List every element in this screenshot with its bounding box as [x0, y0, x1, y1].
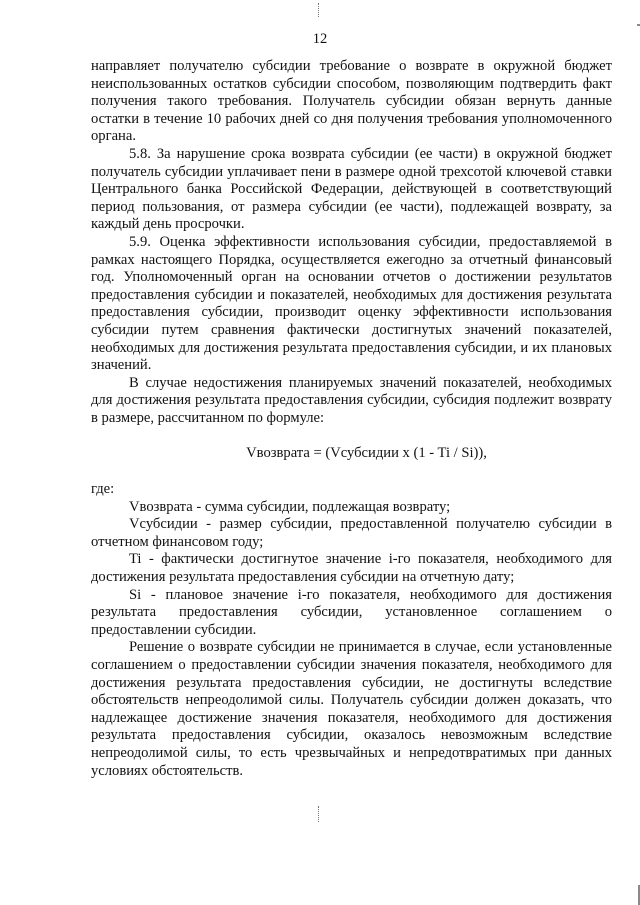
- definition-v-subsidy: Vсубсидии - размер субсидии, предоставленной получателю субсидии в отчетном финансовом году;: [91, 516, 612, 550]
- refund-formula: Vвозврата = (Vсубсидии x (1 - Ti / Si)),: [246, 445, 487, 462]
- where-label: где:: [91, 481, 115, 498]
- paragraph-5-9: 5.9. Оценка эффективности использования субсидии, предоставляемой в рамках настоящего Порядка, осуществляется ежегодно за отчетный финансовый год. Уполномоченный орган на основании отчетов о достижении результатов предоставления субсидии и показателей, необходимых для достижения результата предоставления субсидии, производит оценку эффективности использования субсидии путем сравнения фактически достигнутых значений показателей, необходимых для достижения результата предоставления субсидии, и их плановых значений.: [91, 233, 612, 374]
- paragraph-continuation: направляет получателю субсидии требование о возврате в окружной бюджет неиспользованных остатков субсидии способом, позволяющим подтвердить факт получения такого требования. Получатель субсидии обязан вернуть данные остатки в течение 10 рабочих дней со дня получения требования уполномоченного органа.: [91, 58, 612, 145]
- paragraph-5-8: 5.8. За нарушение срока возврата субсидии (ее части) в окружной бюджет получатель субсидии уплачивает пени в размере одной трехсотой ключевой ставки Центрального банка Российской Федерации, действующей в соответствующий период пользования, от размера субсидии (ее части), подлежащей возврату, за каждый день просрочки.: [91, 145, 612, 233]
- paragraph-force-majeure: Решение о возврате субсидии не принимается в случае, если установленные соглашением о предоставлении субсидии значения показателя, необходимого для достижения результата предоставления субсидии, не достигнуты вследствие обстоятельств непреодолимой силы. Получатель субсидии должен доказать, что надлежащее достижение значения показателя, необходимого для достижения результата предоставления субсидии, оказалось невозможным вследствие непреодолимой силы, то есть чрезвычайных и непредотвратимых при данных условиях обстоятельств.: [91, 639, 612, 779]
- paragraph-refund-condition: В случае недостижения планируемых значений показателей, необходимых для достижения результата предоставления субсидии, субсидия подлежит возврату в размере, рассчитанном по формуле:: [91, 374, 612, 426]
- scan-artifact-bottom: [318, 806, 320, 822]
- page-number: 12: [312, 31, 328, 47]
- definition-si: Si - плановое значение i-го показателя, необходимого для достижения результата предоставления субсидии, установленное соглашением о предоставлении субсидии.: [91, 586, 612, 638]
- scan-artifact-top: [318, 3, 320, 17]
- definition-v-refund: Vвозврата - сумма субсидии, подлежащая возврату;: [129, 498, 451, 515]
- definition-ti: Ti - фактически достигнутое значение i-го показателя, необходимого для достижения результата предоставления субсидии на отчетную дату;: [91, 551, 612, 586]
- document-body: [91, 58, 612, 780]
